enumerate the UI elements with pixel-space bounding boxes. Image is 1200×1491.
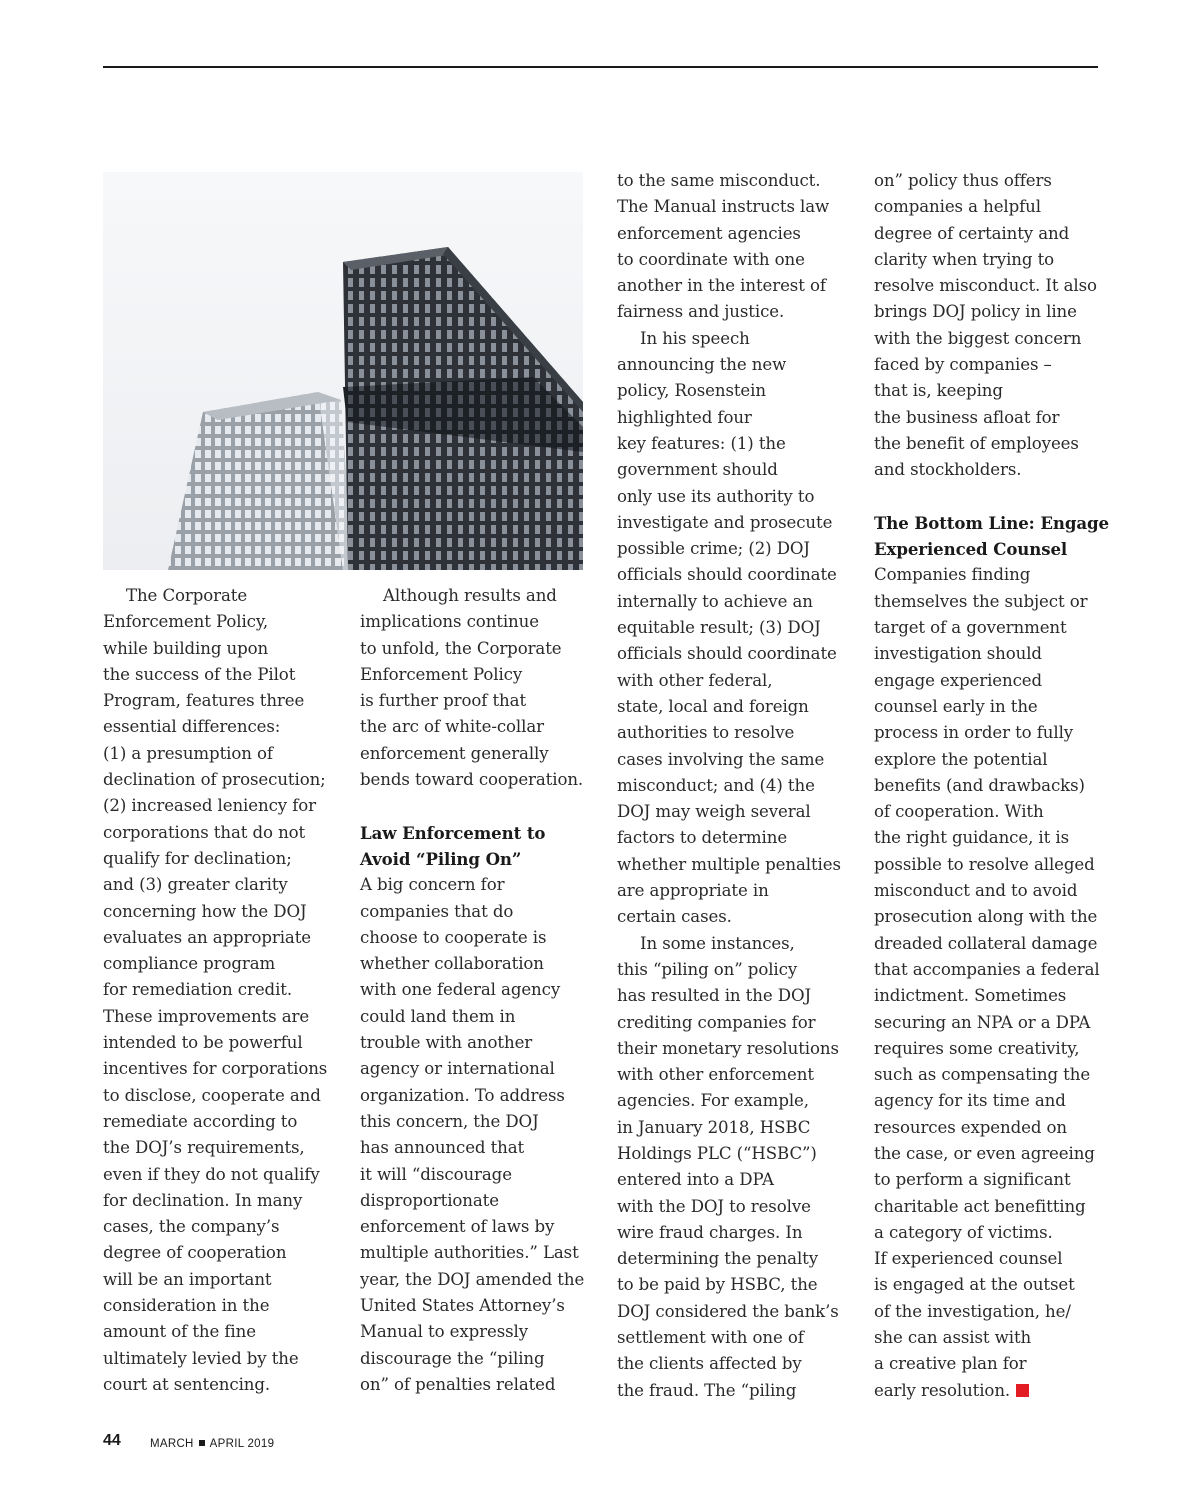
text-line: is further proof that: [360, 691, 527, 711]
text-line: policy, Rosenstein: [617, 381, 766, 401]
page-number: 44: [103, 1432, 121, 1449]
text-line: possible crime; (2) DOJ: [617, 539, 810, 559]
text-line: of cooperation. With: [874, 802, 1044, 822]
text-line: announcing the new: [617, 355, 787, 375]
text-line: faced by companies –: [874, 355, 1052, 375]
text-line: entered into a DPA: [617, 1170, 774, 1190]
text-line: court at sentencing.: [103, 1374, 271, 1394]
text-line: whether multiple penalties: [617, 854, 841, 874]
text-line: has resulted in the DOJ: [617, 986, 811, 1006]
text-line: degree of certainty and: [874, 223, 1070, 243]
text-line: are appropriate in: [617, 881, 769, 901]
text-line: indictment. Sometimes: [874, 986, 1067, 1006]
separator-square-icon: [199, 1440, 205, 1446]
text-line: disproportionate: [360, 1190, 499, 1210]
text-line: and (3) greater clarity: [103, 875, 288, 895]
text-line: essential differences:: [103, 717, 281, 737]
article-column-1: [103, 583, 335, 1398]
text-line: misconduct and to avoid: [874, 881, 1078, 901]
text-line: the clients affected by: [617, 1354, 802, 1374]
text-line: Law Enforcement to: [360, 822, 546, 843]
text-line: discourage the “piling: [360, 1348, 545, 1368]
article-column-4: [874, 168, 1109, 1404]
text-line: with the biggest concern: [874, 328, 1082, 348]
text-line: explore the potential: [874, 749, 1048, 769]
issue-month: MARCH: [150, 1438, 194, 1450]
text-line: cases, the company’s: [103, 1217, 280, 1237]
text-line: on” policy thus offers: [874, 171, 1052, 190]
text-line: DOJ considered the bank’s: [617, 1301, 839, 1321]
text-line: companies that do: [360, 901, 514, 921]
text-line: enforcement agencies: [617, 223, 801, 243]
text-line: resolve misconduct. It also: [874, 276, 1097, 296]
text-line: trouble with another: [360, 1033, 533, 1053]
text-line: this concern, the DOJ: [360, 1111, 539, 1131]
text-line: benefits (and drawbacks): [874, 775, 1085, 795]
text-line: to unfold, the Corporate: [360, 638, 562, 658]
text-line: agency for its time and: [874, 1091, 1066, 1111]
paragraph: [617, 931, 849, 1404]
text-line: counsel early in the: [874, 696, 1038, 716]
text-line: Manual to expressly: [360, 1322, 529, 1342]
text-line: with the DOJ to resolve: [617, 1196, 811, 1216]
text-line: that is, keeping: [874, 381, 1003, 401]
text-line: choose to cooperate is: [360, 927, 547, 947]
text-line: this “piling on” policy: [617, 959, 798, 979]
text-line: securing an NPA or a DPA: [874, 1012, 1091, 1032]
text-line: to disclose, cooperate and: [103, 1085, 321, 1105]
text-line: for remediation credit.: [103, 980, 293, 1000]
text-line: to the same misconduct.: [617, 171, 821, 190]
text-line: Companies finding: [874, 565, 1031, 585]
text-line: officials should coordinate: [617, 644, 837, 664]
issue-date: [150, 1438, 274, 1450]
text-line: could land them in: [360, 1006, 516, 1026]
text-line: determining the penalty: [617, 1249, 819, 1269]
paragraph: [360, 872, 592, 1398]
text-line: state, local and foreign: [617, 696, 809, 716]
text-line: The Manual instructs law: [617, 197, 830, 217]
text-line: cases involving the same: [617, 749, 825, 769]
text-line: These improvements are: [103, 1006, 310, 1026]
text-line: while building upon: [103, 638, 269, 658]
text-line: even if they do not qualify: [103, 1164, 320, 1184]
text-line: whether collaboration: [360, 954, 544, 974]
text-line: the case, or even agreeing: [874, 1143, 1095, 1163]
skyscrapers-photo: [103, 172, 583, 570]
text-line: wire fraud charges. In: [617, 1222, 803, 1242]
text-line: The Bottom Line: Engage: [874, 512, 1109, 533]
text-line: (1) a presumption of: [103, 743, 273, 763]
text-line: fairness and justice.: [617, 302, 785, 322]
text-line: equitable result; (3) DOJ: [617, 618, 821, 638]
text-line: dreaded collateral damage: [874, 933, 1098, 953]
text-line: (2) increased leniency for: [103, 796, 316, 816]
text-line: for declination. In many: [103, 1190, 303, 1210]
text-line: ultimately levied by the: [103, 1348, 299, 1368]
text-line: companies a helpful: [874, 197, 1041, 217]
article-column-2: [360, 583, 592, 1398]
text-line: United States Attorney’s: [360, 1296, 565, 1316]
text-line: key features: (1) the: [617, 433, 786, 453]
text-line: bends toward cooperation.: [360, 770, 584, 790]
text-line: a creative plan for: [874, 1354, 1027, 1374]
paragraph: [617, 326, 849, 931]
paragraph: [360, 583, 592, 793]
text-line: A big concern for: [360, 875, 505, 895]
text-line: enforcement of laws by: [360, 1217, 555, 1237]
text-line: DOJ may weigh several: [617, 802, 811, 822]
paragraph: [103, 583, 335, 1398]
text-line: multiple authorities.” Last: [360, 1243, 579, 1263]
text-line: of the investigation, he/: [874, 1301, 1071, 1321]
text-line: degree of cooperation: [103, 1243, 287, 1263]
text-line: If experienced counsel: [874, 1249, 1063, 1269]
text-line: the arc of white-collar: [360, 717, 544, 737]
text-line: misconduct; and (4) the: [617, 775, 815, 795]
text-line: the DOJ’s requirements,: [103, 1138, 305, 1158]
text-line: investigation should: [874, 644, 1042, 664]
text-line: prosecution along with the: [874, 907, 1098, 927]
text-line: government should: [617, 460, 778, 480]
text-line: consideration in the: [103, 1296, 270, 1316]
text-line: amount of the fine: [103, 1322, 256, 1342]
text-line: agencies. For example,: [617, 1091, 809, 1111]
paragraph: [617, 168, 849, 326]
text-line: is engaged at the outset: [874, 1275, 1075, 1295]
text-line: charitable act benefitting: [874, 1196, 1086, 1216]
text-line: In some instances,: [640, 933, 795, 953]
section-heading: [360, 820, 592, 873]
text-line: compliance program: [103, 954, 276, 974]
text-line: it will “discourage: [360, 1164, 512, 1184]
text-line: with other federal,: [617, 670, 773, 690]
text-line: Holdings PLC (“HSBC”): [617, 1143, 817, 1163]
text-line: authorities to resolve: [617, 723, 795, 743]
text-line: will be an important: [103, 1269, 272, 1289]
text-line: in January 2018, HSBC: [617, 1117, 811, 1137]
text-line: she can assist with: [874, 1328, 1032, 1348]
text-line: intended to be powerful: [103, 1033, 303, 1053]
article-column-3: [617, 168, 849, 1404]
text-line: themselves the subject or: [874, 591, 1088, 611]
text-line: clarity when trying to: [874, 249, 1055, 269]
text-line: Experienced Counsel: [874, 539, 1068, 560]
text-line: a category of victims.: [874, 1222, 1053, 1242]
text-line: incentives for corporations: [103, 1059, 328, 1079]
text-line: crediting companies for: [617, 1012, 816, 1032]
text-line: evaluates an appropriate: [103, 927, 312, 947]
text-line: In his speech: [640, 328, 750, 348]
text-line: remediate according to: [103, 1111, 298, 1131]
text-line: highlighted four: [617, 407, 752, 427]
text-line: corporations that do not: [103, 822, 306, 842]
text-line: certain cases.: [617, 907, 732, 927]
text-line: The Corporate: [126, 586, 248, 605]
text-line: Enforcement Policy,: [103, 612, 269, 632]
text-line: process in order to fully: [874, 723, 1074, 743]
text-line: year, the DOJ amended the: [360, 1269, 585, 1289]
text-line: such as compensating the: [874, 1065, 1091, 1085]
text-line: on” of penalties related: [360, 1374, 556, 1394]
text-line: and stockholders.: [874, 460, 1022, 480]
text-line: the success of the Pilot: [103, 664, 296, 684]
text-line: concerning how the DOJ: [103, 901, 307, 921]
text-line: implications continue: [360, 612, 539, 632]
text-line: brings DOJ policy in line: [874, 302, 1077, 322]
text-line: with one federal agency: [360, 980, 561, 1000]
text-line: Program, features three: [103, 691, 305, 711]
text-line: organization. To address: [360, 1085, 565, 1105]
top-rule: [103, 66, 1098, 68]
text-line: factors to determine: [617, 828, 788, 848]
text-line: the fraud. The “piling: [617, 1380, 797, 1400]
issue-month-year: APRIL 2019: [209, 1438, 275, 1450]
text-line: the right guidance, it is: [874, 828, 1069, 848]
text-line: early resolution.: [874, 1378, 1106, 1404]
text-line: another in the interest of: [617, 276, 826, 296]
text-line: Enforcement Policy: [360, 664, 523, 684]
text-line: Avoid “Piling On”: [360, 848, 522, 869]
text-line: to perform a significant: [874, 1170, 1071, 1190]
section-heading: [874, 510, 1109, 563]
text-line: engage experienced: [874, 670, 1043, 690]
text-line: with other enforcement: [617, 1065, 814, 1085]
text-line: possible to resolve alleged: [874, 854, 1095, 874]
text-line: that accompanies a federal: [874, 959, 1100, 979]
text-line: investigate and prosecute: [617, 512, 833, 532]
paragraph: [874, 168, 1106, 484]
text-line: settlement with one of: [617, 1328, 804, 1348]
text-line: resources expended on: [874, 1117, 1068, 1137]
text-line: target of a government: [874, 618, 1067, 638]
text-line: Although results and: [383, 586, 557, 605]
text-line: the benefit of employees: [874, 433, 1079, 453]
text-line: qualify for declination;: [103, 848, 292, 868]
text-line: to be paid by HSBC, the: [617, 1275, 818, 1295]
text-line: only use its authority to: [617, 486, 815, 506]
paragraph: [874, 562, 1106, 1404]
text-line: their monetary resolutions: [617, 1038, 839, 1058]
text-line: the business afloat for: [874, 407, 1060, 427]
text-line: internally to achieve an: [617, 591, 813, 611]
text-line: has announced that: [360, 1138, 525, 1158]
end-of-article-square-icon: [1016, 1384, 1029, 1397]
text-line: requires some creativity,: [874, 1038, 1080, 1058]
text-line: agency or international: [360, 1059, 555, 1079]
text-line: enforcement generally: [360, 743, 549, 763]
text-line: declination of prosecution;: [103, 770, 326, 790]
text-line: to coordinate with one: [617, 249, 805, 269]
text-line: officials should coordinate: [617, 565, 837, 585]
